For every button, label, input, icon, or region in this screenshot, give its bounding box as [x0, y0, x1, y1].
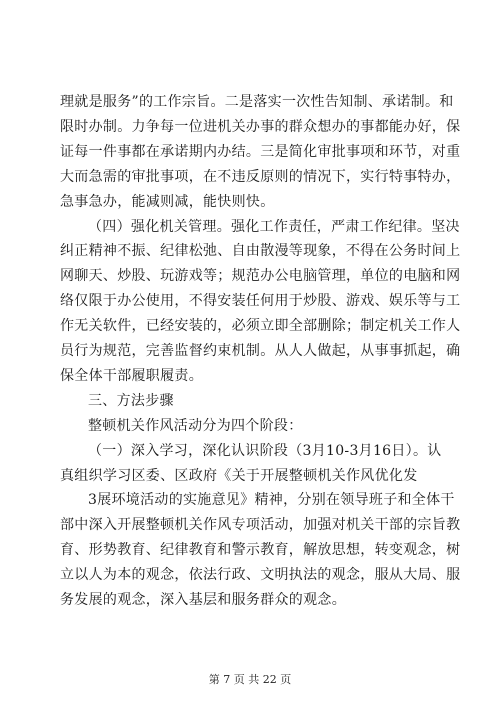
text-line-content: 真组织学习区委、区政府《关于开展整顿机关作风优化发 — [60, 468, 418, 484]
text-line-content: 部中深入开展整顿机关作风专项活动，加强对机关干部的宗旨教 — [60, 517, 461, 533]
text-line-content: 立以人为本的观念，依法行政、文明执法的观念，服从大局、服 — [60, 567, 461, 583]
text-line-content: 络仅限于办公使用，不得安装任何用于炒股、游戏、娱乐等与工 — [60, 293, 461, 309]
text-line-content: 育、形势教育、纪律教育和警示教育，解放思想，转变观念，树 — [60, 542, 461, 558]
text-line-content: （一）深入学习，深化认识阶段（3月10-3月16日）。认 — [88, 443, 442, 459]
text-line-content: 3展环境活动的实施意见》精神，分别在领导班子和全体干 — [88, 492, 455, 508]
text-line-content: 证每一件事都在承诺期内办结。三是简化审批事项和环节，对重 — [60, 144, 461, 160]
text-line-content: 纠正精神不振、纪律松弛、自由散漫等现象，不得在公务时间上 — [60, 243, 461, 259]
page-number-footer: 第 7 页 共 22 页 — [208, 673, 292, 686]
section-heading-text: 三、方法步骤 — [88, 393, 174, 409]
text-line-content: 务发展的观念，深入基层和服务群众的观念。 — [60, 592, 346, 608]
text-line-content: 员行为规范，完善监督约束机制。从人人做起，从事事抓起，确 — [60, 343, 461, 359]
text-line-content: 急事急办，能减则减，能快则快。 — [60, 194, 275, 210]
text-line-content: （四）强化机关管理。强化工作责任，严肃工作纪律。坚决 — [88, 219, 460, 235]
text-line-content: 保全体干部履职履责。 — [60, 368, 203, 384]
text-line-content: 整顿机关作风活动分为四个阶段： — [88, 418, 303, 434]
text-line-content: 作无关软件，已经安装的，必须立即全部删除；制定机关工作人 — [60, 318, 461, 334]
text-line-content: 大而急需的审批事项，在不违反原则的情况下，实行特事特办， — [60, 169, 461, 185]
text-line-content: 限时办制。力争每一位进机关办事的群众想办的事都能办好，保 — [60, 119, 461, 135]
text-line-content: 网聊天、炒股、玩游戏等；规范办公电脑管理，单位的电脑和网 — [60, 268, 461, 284]
text-line-content: 理就是服务”的工作宗旨。二是落实一次性告知制、承诺制。和 — [60, 94, 454, 110]
